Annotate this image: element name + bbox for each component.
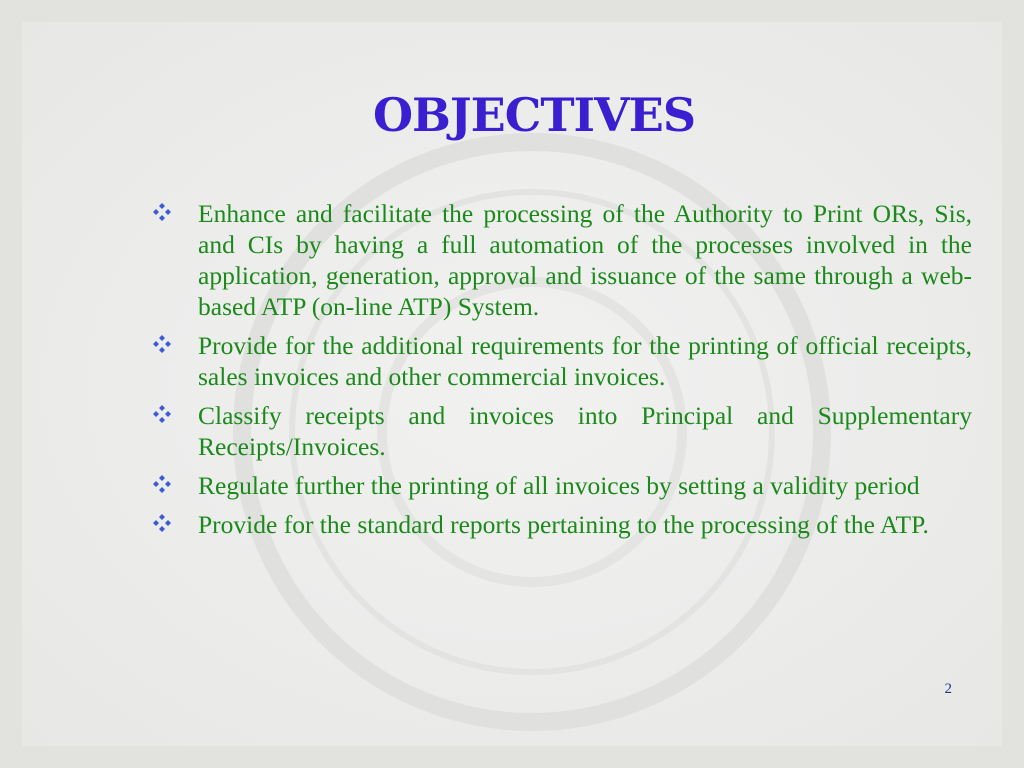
page-number: 2	[944, 681, 952, 697]
bullet-text: Enhance and facilitate the processing of the Authority to Print ORs, Sis, and CIs by having a full automation of the processes involved in the application, generation, approval and issuance of the same through a web-based ATP (on-line ATP) System.	[198, 199, 972, 321]
four-diamond-bullet-icon	[152, 202, 172, 222]
bullet-text: Provide for the standard reports pertaining to the processing of the ATP.	[198, 510, 929, 539]
four-diamond-bullet-icon	[152, 513, 172, 533]
slide-title: OBJECTIVES	[372, 88, 696, 142]
four-diamond-bullet-icon	[152, 404, 172, 424]
bullet-item	[152, 198, 972, 322]
bullet-list	[152, 198, 972, 548]
bullet-text: Classify receipts and invoices into Principal and Supplementary Receipts/Invoices.	[198, 401, 972, 461]
bullet-item	[152, 470, 972, 501]
bullet-item	[152, 509, 972, 540]
bullet-item	[152, 330, 972, 392]
four-diamond-bullet-icon	[152, 334, 172, 354]
bullet-text: Regulate further the printing of all invoices by setting a validity period	[198, 471, 920, 500]
four-diamond-bullet-icon	[152, 474, 172, 494]
bullet-text: Provide for the additional requirements for the printing of official receipts, sales invoices and other commercial invoices.	[198, 331, 972, 391]
bullet-item	[152, 400, 972, 462]
